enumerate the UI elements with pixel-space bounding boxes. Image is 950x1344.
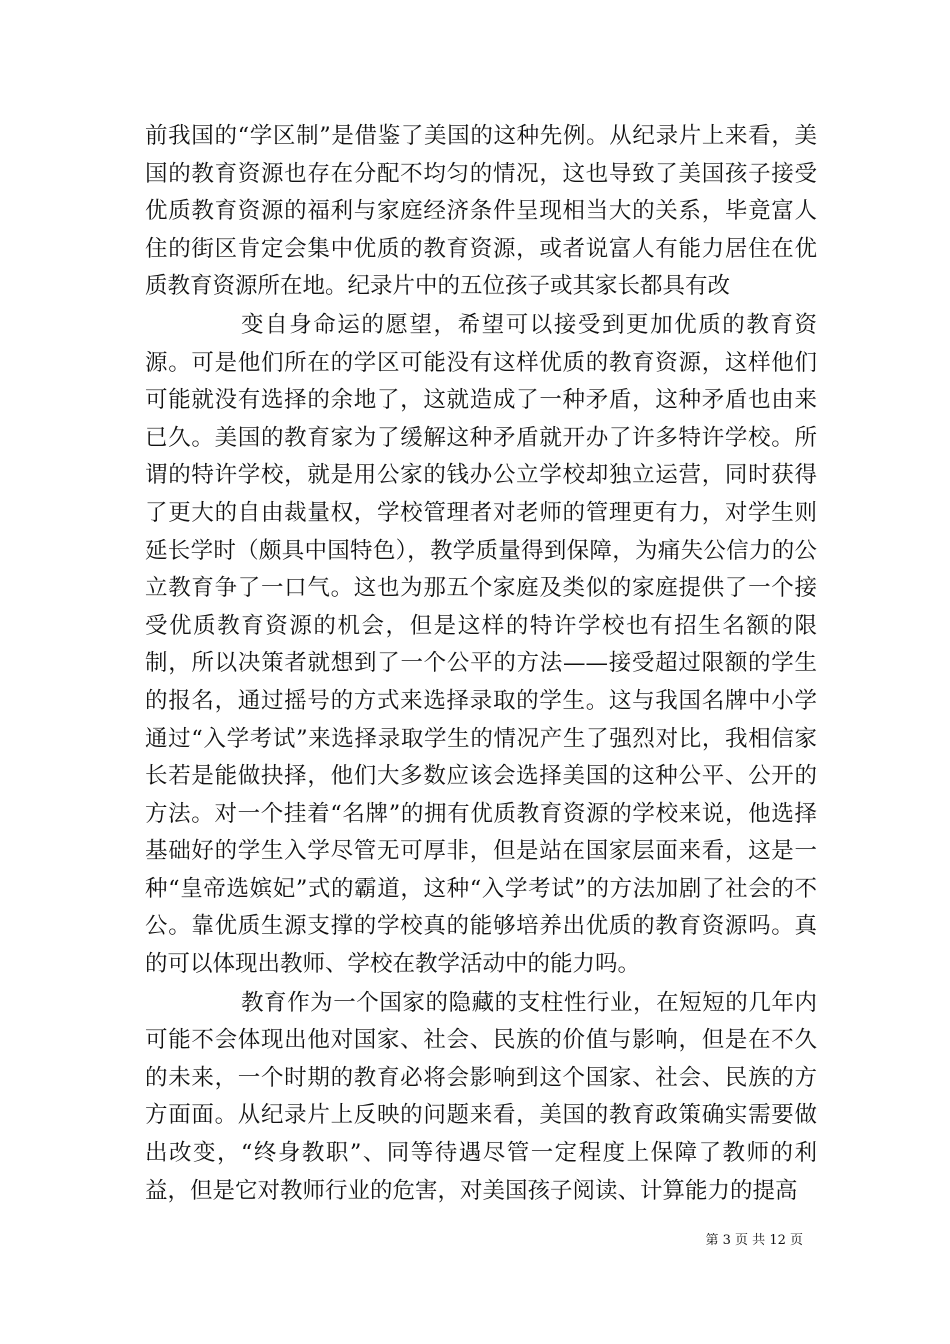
page-number-footer: 第 3 页 共 12 页	[705, 1233, 803, 1248]
paragraph: 前我国的“学区制”是借鉴了美国的这种先例。从纪录片上来看，美国的教育资源也存在分配不均匀的情况，这也导致了美国孩子接受优质教育资源的福利与家庭经济条件呈现相当大的关系，毕竟富人住的街区肯定会集中优质的教育资源，或者说富人有能力居住在优质教育资源所在地。纪录片中的五位孩子或其家长都具有改	[145, 123, 817, 300]
document-body	[145, 118, 817, 1210]
paragraph: 教育作为一个国家的隐藏的支柱性行业，在短短的几年内可能不会体现出他对国家、社会、民族的价值与影响，但是在不久的未来，一个时期的教育必将会影响到这个国家、社会、民族的方方面面。从纪录片上反映的问题来看，美国的教育政策确实需要做出改变，“终身教职”、同等待遇尽管一定程度上保障了教师的利益，但是它对教师行业的危害，对美国孩子阅读、计算能力的提高	[145, 989, 817, 1204]
paragraph: 变自身命运的愿望，希望可以接受到更加优质的教育资源。可是他们所在的学区可能没有这样优质的教育资源，这样他们可能就没有选择的余地了，这就造成了一种矛盾，这种矛盾也由来已久。美国的教育家为了缓解这种矛盾就开办了许多特许学校。所谓的特许学校，就是用公家的钱办公立学校却独立运营，同时获得了更大的自由裁量权，学校管理者对老师的管理更有力，对学生则延长学时（颇具中国特色），教学质量得到保障，为痛失公信力的公立教育争了一口气。这也为那五个家庭及类似的家庭提供了一个接受优质教育资源的机会，但是这样的特许学校也有招生名额的限制，所以决策者就想到了一个公平的方法——接受超过限额的学生的报名，通过摇号的方式来选择录取的学生。这与我国名牌中小学通过“入学考试”来选择录取学生的情况产生了强烈对比，我相信家长若是能做抉择，他们大多数应该会选择美国的这种公平、公开的方法。对一个挂着“名牌”的拥有优质教育资源的学校来说，他选择基础好的学生入学尽管无可厚非，但是站在国家层面来看，这是一种“皇帝选嫔妃”式的霸道，这种“入学考试”的方法加剧了社会的不公。靠优质生源支撑的学校真的能够培养出优质的教育资源吗。真的可以体现出教师、学校在教学活动中的能力吗。	[145, 311, 817, 978]
